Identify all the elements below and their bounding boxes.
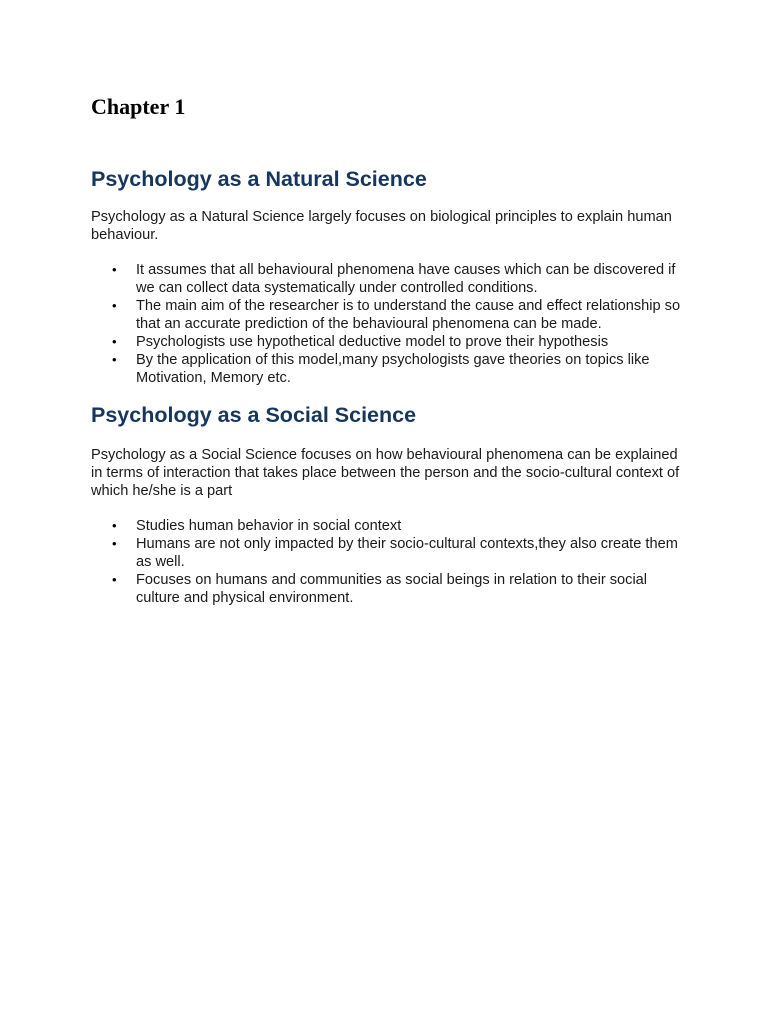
list-item	[91, 351, 691, 387]
list-item	[91, 571, 691, 607]
section-heading: Psychology as a Natural Science	[91, 167, 427, 191]
bullet-icon: •	[112, 352, 117, 367]
list-item-text: Focuses on humans and communities as social beings in relation to their social culture and physical environment.	[136, 572, 648, 606]
chapter-title: Chapter 1	[91, 94, 186, 119]
list-item	[91, 535, 691, 571]
bullet-icon: •	[112, 334, 117, 349]
section-paragraph: Psychology as a Natural Science largely focuses on biological principles to explain human behaviour.	[91, 209, 672, 243]
list-item-text: Humans are not only impacted by their socio-cultural contexts,they also create them as well.	[136, 536, 678, 570]
list-item-text: Psychologists use hypothetical deductive model to prove their hypothesis	[136, 334, 609, 350]
document-content	[91, 92, 691, 607]
section-heading: Psychology as a Social Science	[91, 403, 417, 427]
bullet-icon: •	[112, 572, 117, 587]
bullet-list	[91, 517, 691, 607]
list-item-text: Studies human behavior in social context	[136, 518, 402, 534]
section-social-science	[91, 401, 691, 607]
list-item	[91, 517, 691, 535]
bullet-icon: •	[112, 298, 117, 313]
bullet-list	[91, 261, 691, 387]
list-item-text: By the application of this model,many psychologists gave theories on topics like Motivation, Memory etc.	[136, 352, 650, 386]
section-natural-science	[91, 165, 691, 387]
section-paragraph: Psychology as a Social Science focuses on how behavioural phenomena can be explained in terms of interaction that takes place between the person and the socio-cultural context of which he/she is a part	[91, 447, 680, 499]
list-item-text: It assumes that all behavioural phenomena have causes which can be discovered if we can collect data systematically under controlled conditions.	[136, 262, 676, 296]
bullet-icon: •	[112, 536, 117, 551]
bullet-icon: •	[112, 262, 117, 277]
list-item	[91, 333, 691, 351]
bullet-icon: •	[112, 518, 117, 533]
list-item	[91, 297, 691, 333]
list-item	[91, 261, 691, 297]
list-item-text: The main aim of the researcher is to understand the cause and effect relationship so that an accurate prediction of the behavioural phenomena can be made.	[136, 298, 681, 332]
